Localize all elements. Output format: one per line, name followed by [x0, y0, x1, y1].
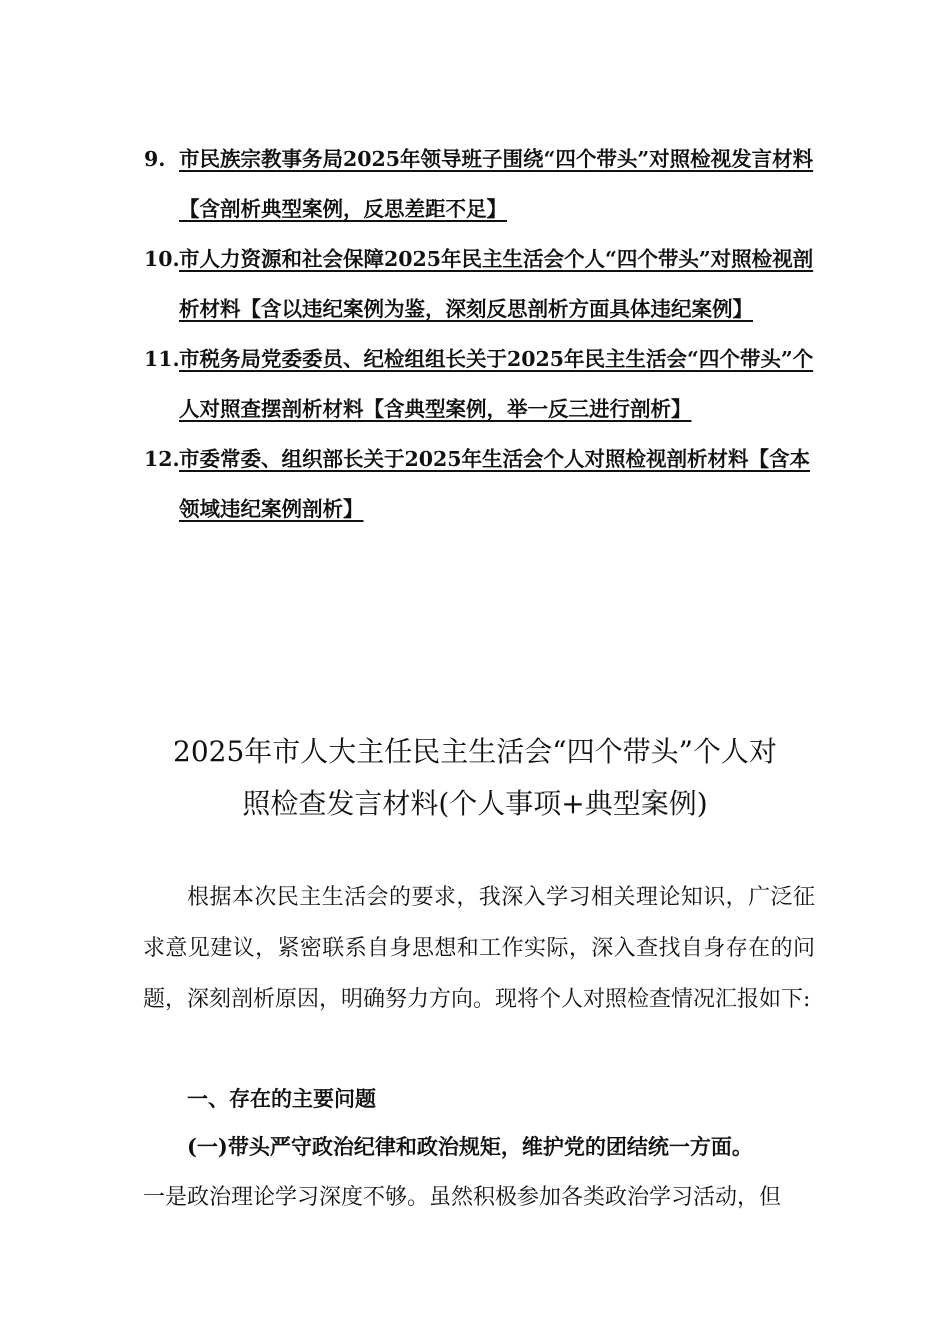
- table-of-contents: [144, 134, 824, 534]
- toc-item-10[interactable]: [144, 234, 824, 334]
- toc-item-number: 12.: [144, 447, 180, 471]
- toc-item-number: 11.: [144, 347, 180, 371]
- toc-item-12[interactable]: [144, 434, 824, 534]
- toc-item-link[interactable]: 市民族宗教事务局2025年领导班子围绕“四个带头”对照检视发言材料【含剖析典型案例，反思差距不足】: [179, 147, 814, 221]
- title-line-1: 2025年市人大主任民主生活会“四个带头”个人对: [173, 735, 777, 768]
- document-title: [120, 726, 830, 830]
- toc-item-9[interactable]: [144, 134, 824, 234]
- toc-item-link[interactable]: 市税务局党委委员、纪检组组长关于2025年民主生活会“四个带头”个人对照查摆剖析材料【含典型案例，举一反三进行剖析】: [179, 347, 814, 421]
- toc-item-number: 10.: [144, 247, 180, 271]
- toc-item-link[interactable]: 市委常委、组织部长关于2025年生活会个人对照检视剖析材料【含本领域违纪案例剖析】: [179, 447, 811, 521]
- toc-item-number: 9.: [144, 147, 166, 171]
- toc-item-11[interactable]: [144, 334, 824, 434]
- section-heading: 一、存在的主要问题: [187, 1086, 376, 1111]
- intro-paragraph: 根据本次民主生活会的要求，我深入学习相关理论知识，广泛征求意见建议，紧密联系自身思想和工作实际，深入查找自身存在的问题，深刻剖析原因，明确努力方向。现将个人对照检查情况汇报如下:: [143, 885, 815, 1012]
- title-line-2: 照检查发言材料(个人事项+典型案例): [242, 787, 708, 820]
- subsection-heading: (一)带头严守政治纪律和政治规矩，维护党的团结统一方面。: [187, 1134, 753, 1159]
- toc-item-link[interactable]: 市人力资源和社会保障2025年民主生活会个人“四个带头”对照检视剖析材料【含以违纪案例为鉴，深刻反思剖析方面具体违纪案例】: [179, 247, 814, 321]
- body-paragraph: 一是政治理论学习深度不够。虽然积极参加各类政治学习活动，但: [143, 1185, 782, 1210]
